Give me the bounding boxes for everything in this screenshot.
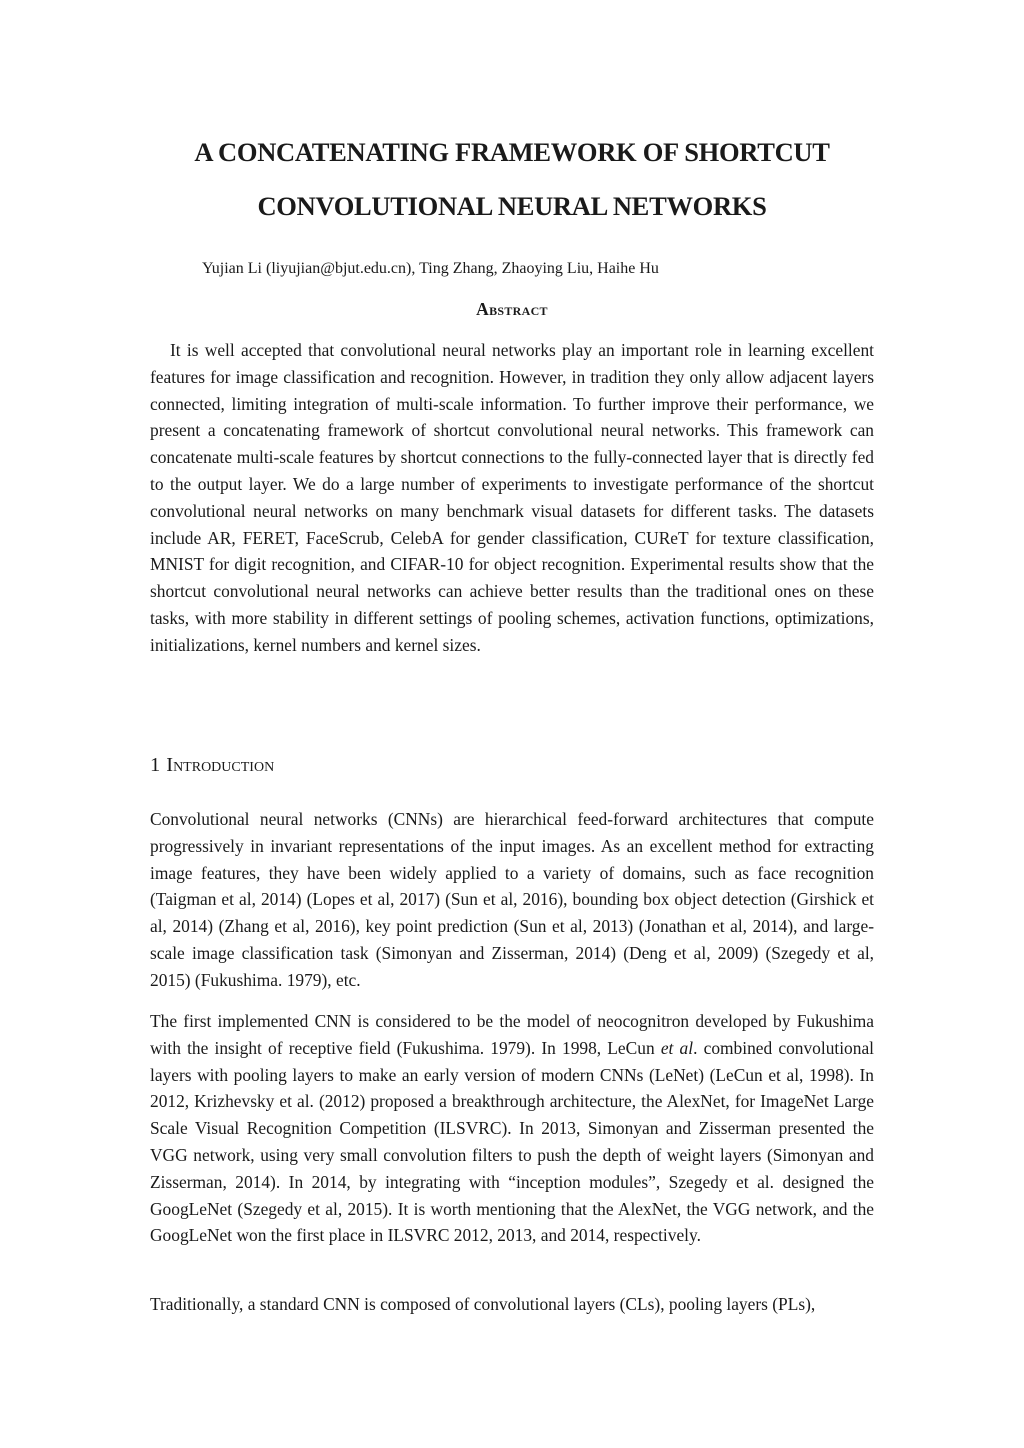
section-number: 1 bbox=[150, 754, 161, 776]
section-title: Introduction bbox=[166, 754, 275, 776]
abstract-text: It is well accepted that convolutional neural networks play an important role in learning excellent features for image classification and recognition. However, in tradition they only allow adjacent layers connected, limiting integration of multi-scale information. To further improve their performance, we present a concatenating framework of shortcut convolutional neural networks. This framework can concatenate multi-scale features by shortcut connections to the fully-connected layer that is directly fed to the output layer. We do a large number of experiments to investigate performance of the shortcut convolutional neural networks on many benchmark visual datasets for different tasks. The datasets include AR, FERET, FaceScrub, CelebA for gender classification, CUReT for texture classification, MNIST for digit recognition, and CIFAR-10 for object recognition. Experimental results show that the shortcut convolutional neural networks can achieve better results than the traditional ones on these tasks, with more stability in different settings of pooling schemes, activation functions, optimizations, initializations, kernel numbers and kernel sizes. bbox=[150, 340, 874, 655]
intro-paragraph-3: Traditionally, a standard CNN is composed of convolutional layers (CLs), pooling layers (PLs), bbox=[150, 1294, 816, 1314]
abstract-heading: Abstract bbox=[476, 299, 548, 319]
intro-paragraph-2-part-a: The first implemented CNN is considered to be the model of neocognitron developed by Fukushima with the insight of receptive field (Fukushima. 1979). In 1998, LeCun bbox=[150, 1011, 874, 1058]
intro-paragraph-2-part-b: . combined convolutional layers with pooling layers to make an early version of modern CNNs (LeNet) (LeCun et al, 1998). In 2012, Krizhevsky et al. (2012) proposed a breakthrough architecture, the AlexNet, for ImageNet Large Scale Visual Recognition Competition (ILSVRC). In 2013, Simonyan and Zisserman presented the VGG network, using very small convolution filters to push the depth of weight layers (Simonyan and Zisserman, 2014). In 2014, by integrating with “inception modules”, Szegedy et al. designed the GoogLeNet (Szegedy et al, 2015). It is worth mentioning that the AlexNet, the VGG network, and the GoogLeNet won the first place in ILSVRC 2012, 2013, and 2014, respectively. bbox=[150, 1037, 874, 1246]
intro-paragraph-2-emphasis: et al bbox=[660, 1037, 694, 1058]
intro-paragraph-1: Convolutional neural networks (CNNs) are hierarchical feed-forward architectures that compute progressively in invariant representations of the input images. As an excellent method for extracting image features, they have been widely applied to a variety of domains, such as face recognition (Taigman et al, 2014) (Lopes et al, 2017) (Sun et al, 2016), bounding box object detection (Girshick et al, 2014) (Zhang et al, 2016), key point prediction (Sun et al, 2013) (Jonathan et al, 2014), and large-scale image classification task (Simonyan and Zisserman, 2014) (Deng et al, 2009) (Szegedy et al, 2015) (Fukushima. 1979), etc. bbox=[150, 809, 874, 990]
paper-title-line-2: CONVOLUTIONAL NEURAL NETWORKS bbox=[257, 191, 767, 221]
paper-title-line-1: A CONCATENATING FRAMEWORK OF SHORTCUT bbox=[194, 137, 830, 167]
intro-paragraph-2 bbox=[150, 1008, 874, 1249]
author-list: Yujian Li (liyujian@bjut.edu.cn), Ting Zhang, Zhaoying Liu, Haihe Hu bbox=[202, 260, 659, 277]
section-heading-introduction bbox=[150, 754, 274, 777]
